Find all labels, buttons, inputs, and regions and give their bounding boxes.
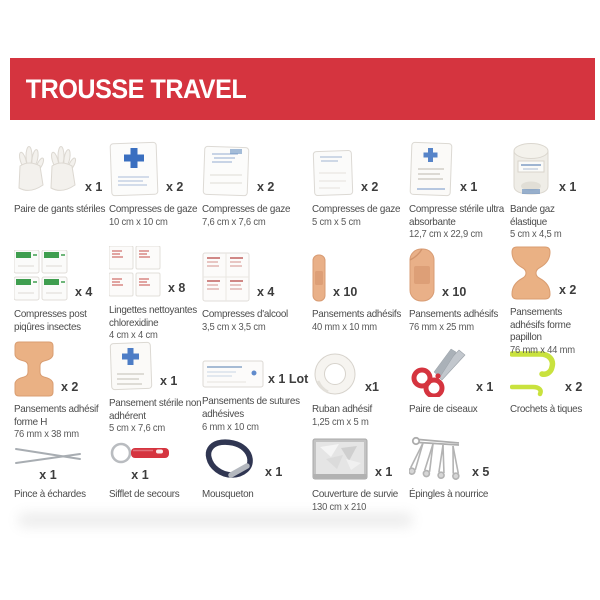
absorbent-compress-icon: [409, 141, 453, 197]
item-name: Épingles à nourrice: [409, 488, 489, 500]
item-quantity: x 1: [375, 465, 393, 479]
item-quantity: x 1 Lot: [268, 372, 309, 387]
item-cell-gauze-76: [202, 141, 312, 246]
item-name: Mousqueton: [202, 488, 254, 500]
item-quantity: x 4: [257, 285, 275, 299]
item-name: Pansements adhésifs: [312, 308, 402, 320]
item-quantity: x 1: [460, 180, 478, 194]
elastic-gauze-roll-icon: [510, 141, 552, 197]
item-cell-tape: [312, 341, 409, 434]
page-title: TROUSSE TRAVEL: [25, 73, 247, 104]
item-cell-insect-wipes: [14, 246, 109, 341]
item-name: Compresses post piqûres insectes: [14, 308, 87, 333]
survival-blanket-icon: [312, 436, 368, 482]
item-name: Compresses de gaze: [312, 203, 401, 215]
item-cell-gauze-5: [312, 141, 409, 246]
chlorhexidine-wipes-icon: [109, 246, 161, 298]
item-name: Compresses de gaze: [202, 203, 291, 215]
tweezers-icon: [14, 446, 82, 466]
item-cell-suture-strips: [202, 341, 312, 434]
item-cell-gloves: [14, 141, 109, 246]
item-name: Compresse stérile ultra absorbante: [409, 203, 504, 228]
item-quantity: x 2: [61, 380, 79, 394]
item-quantity: x 1: [85, 180, 103, 194]
item-name: Paire de gants stériles: [14, 203, 106, 215]
gauze-compress-large-icon: [109, 141, 159, 197]
item-dimensions: 3,5 cm x 3,5 cm: [202, 321, 266, 333]
item-cell-whistle: [109, 434, 202, 520]
item-name: Compresses de gaze: [109, 203, 198, 215]
item-dimensions: 5 cm x 4,5 m: [510, 229, 562, 241]
item-cell-absorbent: [409, 141, 510, 246]
whistle-icon: [109, 440, 171, 466]
item-dimensions: 12,7 cm x 22,9 cm: [409, 229, 483, 241]
item-cell-survival-blanket: [312, 434, 409, 520]
item-quantity: x 2: [257, 180, 275, 194]
item-quantity: x 5: [472, 465, 490, 479]
item-cell-butterfly-bandage: [510, 246, 592, 356]
item-quantity: x 1: [476, 380, 494, 394]
item-dimensions: 10 cm x 10 cm: [109, 216, 168, 228]
item-name: Pansement stérile non adhérent: [109, 397, 202, 422]
items-grid: [14, 141, 592, 520]
item-cell-non-adherent: [109, 341, 202, 434]
item-name: Sifflet de secours: [109, 488, 180, 500]
item-quantity: x 4: [75, 285, 93, 299]
item-name: Pansements adhésif forme H: [14, 403, 99, 428]
non-adherent-dressing-icon: [109, 341, 153, 391]
safety-pins-icon: [409, 434, 465, 482]
item-quantity: x 8: [168, 281, 186, 295]
insect-bite-wipes-icon: [14, 250, 68, 302]
item-quantity: x 10: [333, 285, 358, 299]
item-name: Pansements adhésifs: [409, 308, 499, 320]
item-dimensions: 6 mm x 10 cm: [202, 421, 259, 433]
item-cell-carabiner: [202, 434, 312, 520]
item-cell-gauze-10: [109, 141, 202, 246]
item-quantity: x 1: [559, 180, 577, 194]
item-name: Bande gaz élastique: [510, 203, 555, 228]
item-dimensions: 5 cm x 5 cm: [312, 216, 361, 228]
item-quantity: x 1: [131, 468, 149, 482]
item-dimensions: 4 cm x 4 cm: [109, 330, 158, 342]
item-dimensions: 5 cm x 7,6 cm: [109, 423, 166, 435]
item-cell-safety-pins: [409, 434, 510, 520]
gloves-icon: [14, 145, 78, 197]
item-quantity: x 2: [166, 180, 184, 194]
item-name: Paire de ciseaux: [409, 403, 478, 415]
item-cell-tweezers: [14, 434, 109, 520]
adhesive-bandage-small-icon: [312, 254, 326, 302]
item-cell-chlorhexidine-wipes: [109, 246, 202, 341]
title-banner: [10, 58, 595, 120]
item-dimensions: 40 mm x 10 mm: [312, 321, 377, 333]
item-dimensions: 76 mm x 38 mm: [14, 429, 79, 441]
adhesive-tape-icon: [312, 351, 358, 397]
item-cell-gauze-roll: [510, 141, 592, 246]
item-quantity: x 1: [160, 374, 178, 388]
item-quantity: x 10: [442, 285, 467, 299]
item-name: Pince à échardes: [14, 488, 86, 500]
gauze-compress-small-icon: [312, 149, 354, 197]
item-cell-bandage-small: [312, 246, 409, 341]
item-name: Pansements adhésifs forme papillon: [510, 306, 571, 344]
item-dimensions: 130 cm x 210: [312, 501, 367, 513]
item-quantity: x1: [365, 380, 379, 394]
item-quantity: x 1: [265, 465, 283, 479]
item-name: Couverture de survie: [312, 488, 398, 500]
item-dimensions: 76 mm x 44 mm: [510, 344, 575, 356]
item-cell-h-bandage: [14, 341, 109, 441]
alcohol-wipes-icon: [202, 252, 250, 302]
item-dimensions: 7,6 cm x 7,6 cm: [202, 216, 266, 228]
item-quantity: x 1: [39, 468, 57, 482]
watermark-smudge: [18, 513, 413, 527]
item-name: Lingettes nettoyantes chlorexidine: [109, 304, 197, 329]
item-quantity: x 2: [565, 380, 583, 394]
item-name: Compresses d'alcool: [202, 308, 288, 320]
h-bandage-icon: [14, 341, 54, 397]
item-name: Ruban adhésif: [312, 403, 372, 415]
item-name: Crochets à tiques: [510, 403, 583, 415]
suture-strips-icon: [202, 359, 264, 389]
item-quantity: x 2: [361, 180, 379, 194]
gauze-compress-medium-icon: [202, 145, 250, 197]
adhesive-bandage-icon: [409, 248, 435, 302]
carabiner-icon: [202, 436, 258, 482]
item-quantity: x 2: [559, 283, 577, 297]
item-dimensions: 76 mm x 25 mm: [409, 321, 474, 333]
item-cell-scissors: [409, 341, 510, 434]
item-dimensions: 1,25 cm x 5 m: [312, 416, 369, 428]
item-name: Pansements de sutures adhésives: [202, 395, 300, 420]
item-cell-alcohol-wipes: [202, 246, 312, 341]
scissors-icon: [409, 347, 469, 397]
item-cell-bandage: [409, 246, 510, 341]
butterfly-bandage-icon: [510, 246, 552, 300]
